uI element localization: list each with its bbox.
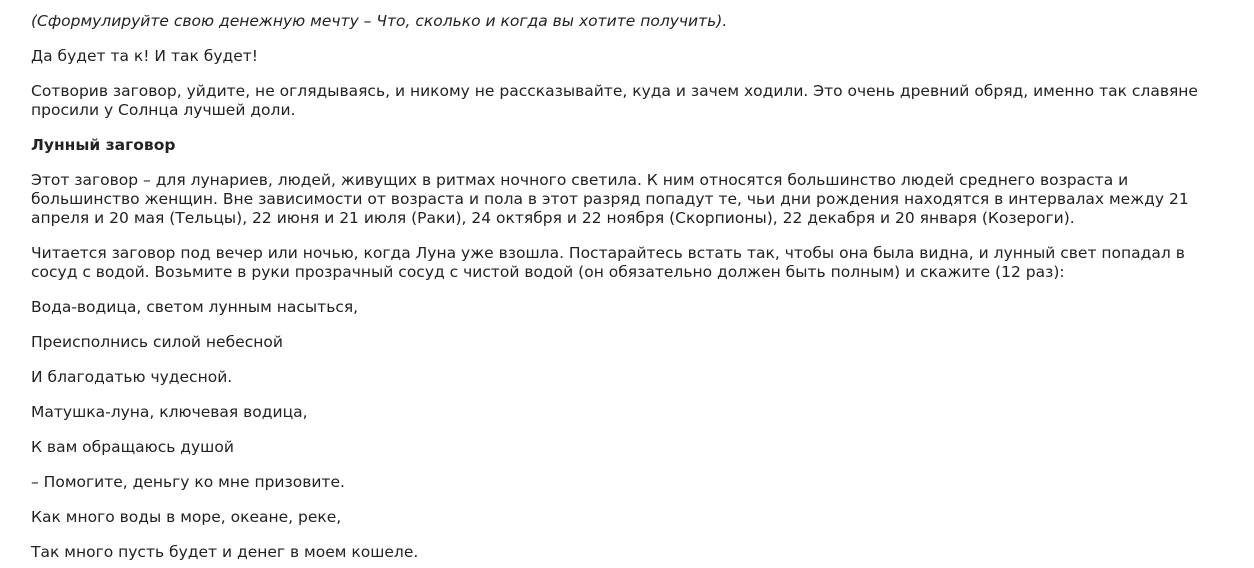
verse-line: К вам обращаюсь душой bbox=[31, 438, 234, 456]
paragraph-ritual: Читается заговор под вечер или ночью, когда Луна уже взошла. Постарайтесь встать так, чтобы она была видна, и лунный свет попадал в сосуд с водой. Возьмите в руки прозрачный сосуд с чистой водой (он обязательно должен быть полным) и скажите (12 раз): bbox=[31, 244, 1185, 281]
verse-line: – Помогите, деньгу ко мне призовите. bbox=[31, 473, 345, 491]
verse-line: Преисполнись силой небесной bbox=[31, 333, 283, 351]
intro-italic-note: (Сформулируйте свою денежную мечту – Что, сколько и когда вы хотите получить). bbox=[31, 12, 728, 30]
paragraph-affirmation: Да будет та к! И так будет! bbox=[31, 47, 258, 65]
verse-line: И благодатью чудесной. bbox=[31, 368, 233, 386]
verse-line: Как много воды в море, океане, реке, bbox=[31, 508, 342, 526]
paragraph-instructions: Сотворив заговор, уйдите, не оглядываясь, и никому не рассказывайте, куда и зачем ходили. Это очень древний обряд, именно так славяне просили у Солнца лучшей доли. bbox=[31, 82, 1198, 119]
verse-line: Матушка-луна, ключевая водица, bbox=[31, 403, 308, 421]
verse-line: Вода-водица, светом лунным насыться, bbox=[31, 298, 359, 316]
paragraph-lunarians: Этот заговор – для лунариев, людей, живущих в ритмах ночного светила. К ним относятся большинство людей среднего возраста и большинство женщин. Вне зависимости от возраста и пола в этот разряд попадут те, чьи дни рождения находятся в интервалах между 21 апреля и 20 мая (Тельцы), 22 июня и 21 июля (Раки), 24 октября и 22 ноября (Скорпионы), 22 декабря и 20 января (Козероги). bbox=[31, 171, 1189, 227]
section-heading: Лунный заговор bbox=[31, 136, 176, 154]
verse-line: Так много пусть будет и денег в моем кошеле. bbox=[31, 543, 419, 561]
